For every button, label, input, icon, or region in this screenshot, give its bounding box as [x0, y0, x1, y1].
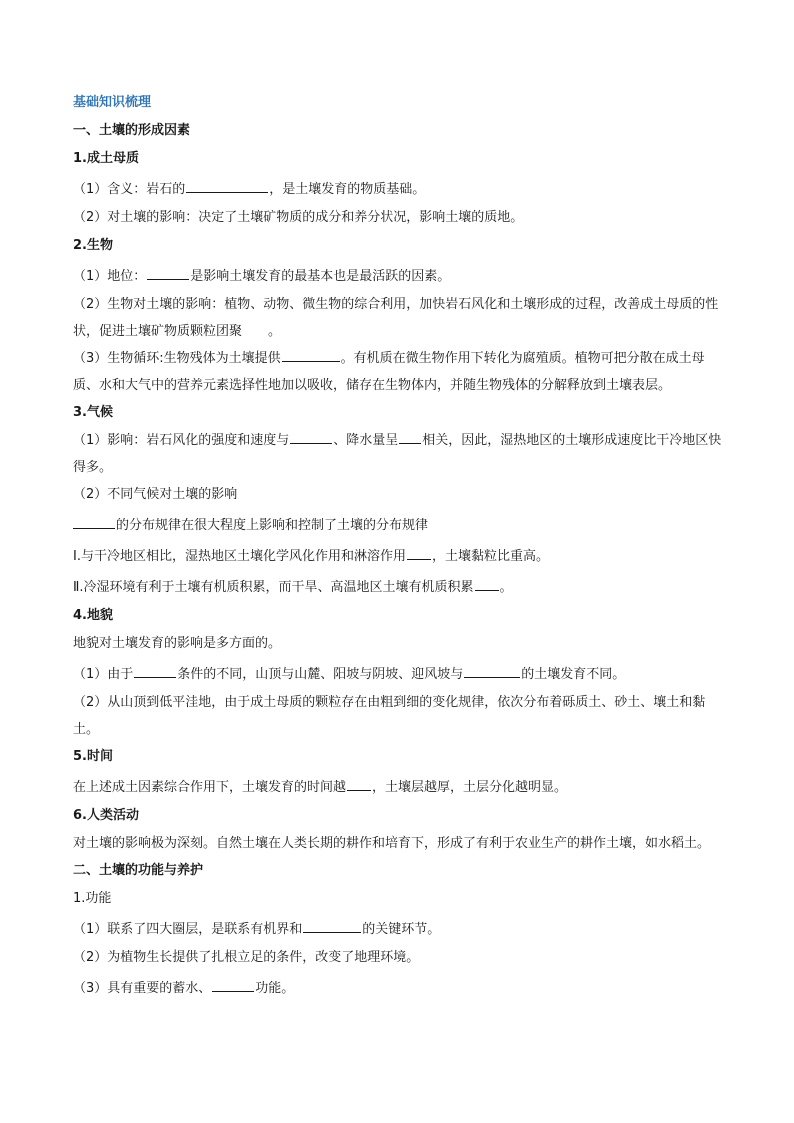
section-title-1: 一、土壤的形成因素	[73, 123, 191, 138]
text-span: （2）生物对土壤的影响：植物、动物、微生物的综合利用，加快岩石风化和土壤形成的过程，改善成土母质的性状，促进土壤矿物质颗粒团聚	[73, 297, 719, 339]
document-page	[73, 94, 723, 1008]
text-span: 的关键环节。	[362, 922, 441, 937]
text-span: 在上述成土因素综合作用下，土壤发育的时间越	[73, 780, 347, 795]
subsection-title-human-activity: 6.人类活动	[73, 808, 139, 823]
paragraph	[73, 918, 723, 939]
subsection-title-landform: 4.地貌	[73, 608, 113, 623]
text-span: 。	[499, 580, 513, 595]
text-span: 是影响土壤发育的最基本也是最活跃的因素。	[190, 269, 451, 284]
subsection-title-parent-material: 1.成土母质	[73, 151, 139, 166]
text-span: 的分布规律在很大程度上影响和控制了土壤的分布规律	[116, 518, 429, 533]
paragraph	[73, 977, 723, 998]
paragraph	[73, 776, 723, 797]
text-span: （1）含义：岩石的	[73, 182, 186, 197]
paragraph: （2）对土壤的影响：决定了土壤矿物质的成分和养分状况，影响土壤的质地。	[73, 210, 524, 225]
text-span: （1）影响：岩石风化的强度和速度与	[73, 433, 290, 448]
paragraph	[73, 545, 723, 566]
text-span: 。有机质在微生物作用下转化为腐殖质。植物可把分散在成土母质、水和大气中的营养元素选择性地加以吸收，储存在生物体内，并随生物残体的分解释放到土壤表层。	[73, 351, 705, 393]
subsection-title-biology: 2.生物	[73, 238, 113, 253]
text-span: （3）生物循环:生物残体为土壤提供	[73, 351, 281, 366]
text-span: 条件的不同，山顶与山麓、阳坡与阴坡、迎风坡与	[177, 667, 464, 682]
fill-blank[interactable]	[464, 663, 520, 678]
text-span: 相关，因此，湿热地区的土壤形成速度比干冷地区快得多。	[73, 433, 722, 475]
fill-blank[interactable]	[147, 265, 189, 280]
paragraph	[73, 663, 723, 684]
paragraph	[73, 291, 723, 345]
subsection-title-time: 5.时间	[73, 749, 113, 764]
text-span: 的土壤发育不同。	[521, 667, 626, 682]
paragraph	[73, 514, 723, 535]
fill-blank[interactable]	[290, 429, 332, 444]
paragraph: （2）为植物生长提供了扎根立足的条件，改变了地理环境。	[73, 950, 420, 965]
text-span: ，是土壤发育的物质基础。	[269, 182, 426, 197]
paragraph: （2）不同气候对土壤的影响	[73, 487, 238, 502]
text-span: ，土壤黏粒比重高。	[431, 549, 549, 564]
text-span: ，土壤层越厚，土层分化越明显。	[372, 780, 568, 795]
text-span: Ⅱ.冷湿环境有利于土壤有机质积累，而干旱、高温地区土壤有机质积累	[73, 580, 474, 595]
fill-blank[interactable]	[73, 514, 115, 529]
paragraph	[73, 265, 723, 286]
text-span: 。	[268, 324, 282, 339]
paragraph: 地貌对土壤发育的影响是多方面的。	[73, 636, 282, 651]
fill-blank[interactable]	[186, 178, 268, 193]
fill-blank[interactable]	[282, 347, 340, 362]
paragraph	[73, 345, 723, 399]
text-span: Ⅰ.与干冷地区相比，湿热地区土壤化学风化作用和淋溶作用	[73, 549, 406, 564]
fill-blank[interactable]	[475, 576, 499, 591]
text-span: （3）具有重要的蓄水、	[73, 981, 212, 996]
fill-blank[interactable]	[347, 776, 371, 791]
fill-blank[interactable]	[243, 321, 267, 335]
paragraph	[73, 427, 723, 481]
section-heading: 基础知识梳理	[73, 95, 152, 110]
text-span: （1）联系了四大圈层，是联系有机界和	[73, 922, 303, 937]
subsection-title-climate: 3.气候	[73, 405, 113, 420]
fill-blank[interactable]	[303, 918, 361, 933]
fill-blank[interactable]	[134, 663, 176, 678]
text-span: 功能。	[255, 981, 295, 996]
fill-blank[interactable]	[212, 977, 254, 992]
text-span: 、降水量呈	[333, 433, 399, 448]
text-span: （1）地位：	[73, 269, 147, 284]
paragraph	[73, 178, 723, 199]
text-span: （1）由于	[73, 667, 134, 682]
paragraph: （2）从山顶到低平洼地，由于成土母质的颗粒存在由粗到细的变化规律，依次分布着砾质土、砂土、壤土和黏土。	[73, 695, 706, 737]
paragraph	[73, 576, 723, 597]
paragraph: 对土壤的影响极为深刻。自然土壤在人类长期的耕作和培育下，形成了有利于农业生产的耕作土壤，如水稻土。	[73, 836, 711, 851]
fill-blank[interactable]	[399, 429, 421, 444]
section-title-2: 二、土壤的功能与养护	[73, 863, 204, 878]
subsection-title-function: 1.功能	[73, 891, 112, 906]
fill-blank[interactable]	[407, 545, 431, 560]
